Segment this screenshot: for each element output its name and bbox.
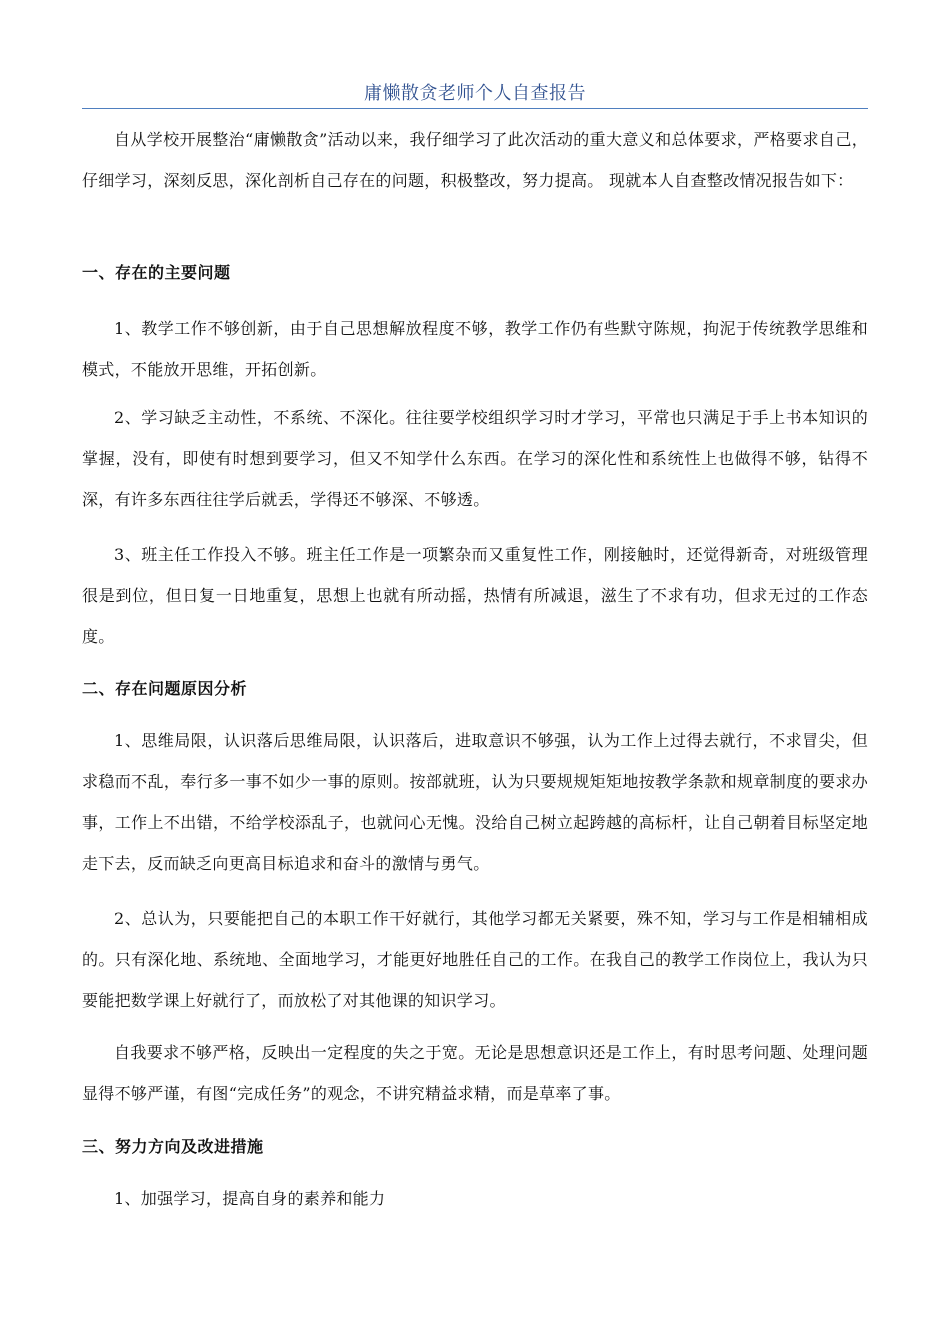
section-1-paragraph-2: 2、学习缺乏主动性，不系统、不深化。往往要学校组织学习时才学习，平常也只满足于手上书本知识的掌握，没有，即使有时想到要学习，但又不知学什么东西。在学习的深化性和系统性上也做得不够，钻得不深，有许多东西往往学后就丢，学得还不够深、不够透。 [82, 408, 868, 509]
intro-paragraph: 自从学校开展整治“庸懒散贪”活动以来，我仔细学习了此次活动的重大意义和总体要求，严格要求自己，仔细学习，深刻反思，深化剖析自己存在的问题，积极整改，努力提高。 现就本人自查整改情况报告如下： [82, 130, 868, 190]
section-1-heading: 一、存在的主要问题 [82, 263, 231, 282]
section-2-heading: 二、存在问题原因分析 [82, 679, 248, 698]
section-2-paragraph-1: 1、思维局限，认识落后思维局限，认识落后，进取意识不够强，认为工作上过得去就行，不求冒尖，但求稳而不乱，奉行多一事不如少一事的原则。按部就班，认为只要规规矩矩地按教学条款和规章制度的要求办事，工作上不出错，不给学校添乱子，也就问心无愧。没给自己树立起跨越的高标杆，让自己朝着目标坚定地走下去，反而缺乏向更高目标追求和奋斗的激情与勇气。 [82, 731, 868, 873]
section-1-paragraph-3: 3、班主任工作投入不够。班主任工作是一项繁杂而又重复性工作，刚接触时，还觉得新奇，对班级管理很是到位，但日复一日地重复，思想上也就有所动摇，热情有所减退，滋生了不求有功，但求无过的工作态度。 [82, 545, 868, 646]
section-2-paragraph-2: 2、总认为，只要能把自己的本职工作干好就行，其他学习都无关紧要，殊不知，学习与工作是相辅相成的。只有深化地、系统地、全面地学习，才能更好地胜任自己的工作。在我自己的教学工作岗位上，我认为只要能把数学课上好就行了，而放松了对其他课的知识学习。 [82, 909, 868, 1010]
document-title: 庸懒散贪老师个人自查报告 [364, 83, 586, 104]
title-underline [82, 108, 868, 109]
section-3-heading: 三、努力方向及改进措施 [82, 1137, 264, 1156]
section-2-paragraph-3: 自我要求不够严格，反映出一定程度的失之于宽。无论是思想意识还是工作上，有时思考问题、处理问题显得不够严谨，有图“完成任务”的观念，不讲究精益求精，而是草率了事。 [82, 1043, 868, 1103]
section-1-paragraph-1: 1、教学工作不够创新，由于自己思想解放程度不够，教学工作仍有些默守陈规，拘泥于传统教学思维和模式，不能放开思维，开拓创新。 [82, 319, 868, 379]
section-3-paragraph-1: 1、加强学习，提高自身的素养和能力 [114, 1189, 386, 1208]
